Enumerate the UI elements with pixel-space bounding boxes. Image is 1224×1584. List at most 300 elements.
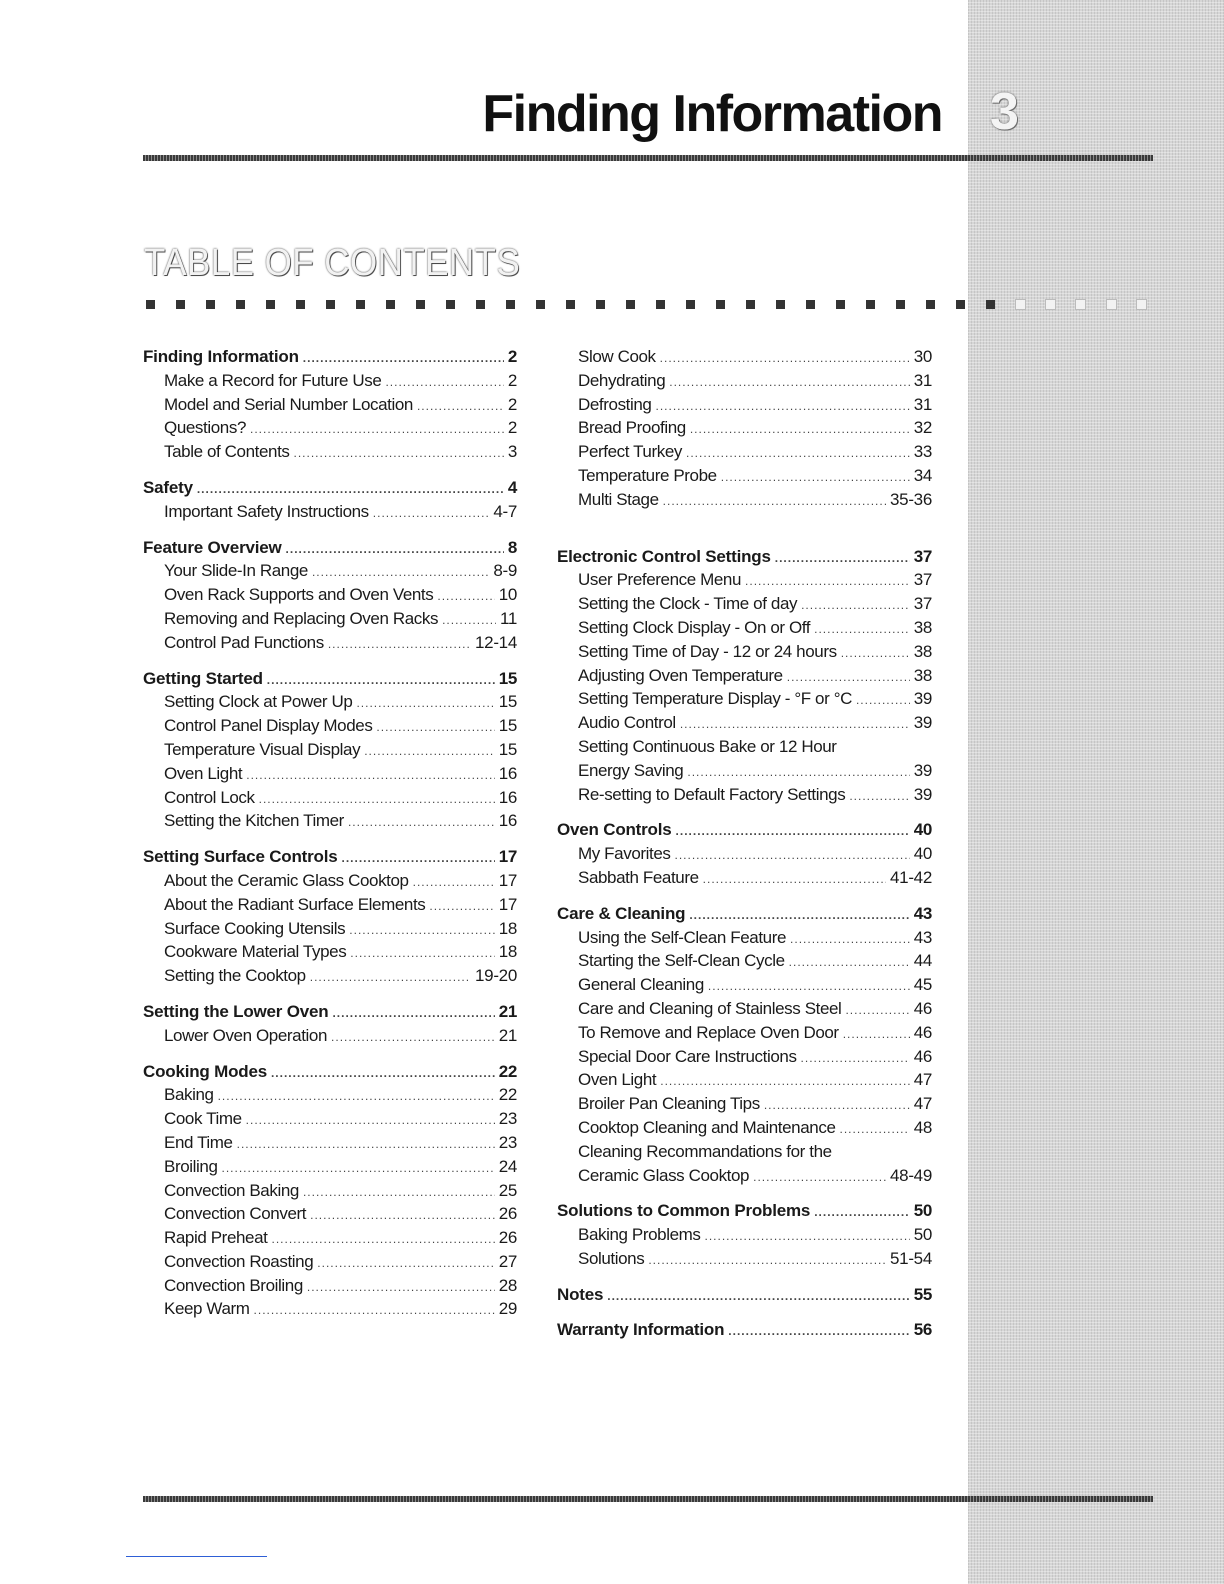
toc-entry bbox=[557, 997, 932, 1021]
toc-section-heading bbox=[143, 476, 517, 500]
dot-leader bbox=[312, 561, 489, 585]
toc-entry-title: Cookware Material Types bbox=[164, 942, 347, 962]
toc-page-number: 50 bbox=[913, 1201, 932, 1221]
dot-leader bbox=[303, 1181, 495, 1205]
dot-leader bbox=[790, 928, 910, 952]
footer-rule bbox=[143, 1496, 1153, 1502]
dot-leader bbox=[789, 951, 910, 975]
toc-section-heading bbox=[557, 902, 932, 926]
dot-leader bbox=[342, 847, 495, 871]
toc-entry bbox=[143, 416, 517, 440]
dot-leader bbox=[703, 868, 886, 892]
toc-entry-title: User Preference Menu bbox=[578, 570, 742, 590]
dot-leader bbox=[845, 999, 909, 1023]
dot-leader bbox=[271, 1228, 494, 1252]
toc-entry-title: Oven Rack Supports and Oven Vents bbox=[164, 585, 434, 605]
toc-page-number: 32 bbox=[913, 418, 932, 438]
toc-page-number: 28 bbox=[498, 1275, 517, 1295]
toc-entry bbox=[143, 1107, 517, 1131]
toc-entry bbox=[143, 500, 517, 524]
toc-section bbox=[143, 845, 517, 988]
toc-page-number: 35-36 bbox=[890, 489, 932, 509]
toc-page-number: 26 bbox=[498, 1204, 517, 1224]
dot-leader bbox=[856, 689, 910, 713]
toc-page-number: 15 bbox=[498, 716, 517, 736]
toc-section-heading bbox=[557, 1199, 932, 1223]
dot-leader bbox=[787, 666, 910, 690]
dot-leader bbox=[705, 1225, 910, 1249]
toc-page-number: 21 bbox=[498, 1025, 517, 1045]
toc-entry-title: Starting the Self-Clean Cycle bbox=[578, 951, 785, 971]
toc-entry-title: General Cleaning bbox=[578, 975, 704, 995]
toc-entry bbox=[143, 393, 517, 417]
toc-entry bbox=[557, 735, 932, 759]
toc-entry-title: Convection Baking bbox=[164, 1180, 299, 1200]
toc-page-number: 22 bbox=[498, 1061, 517, 1081]
dot-leader bbox=[660, 1070, 909, 1094]
toc-page-number: 39 bbox=[913, 713, 932, 733]
chapter-number: 3 bbox=[990, 83, 1019, 141]
toc-entry-title: End Time bbox=[164, 1132, 233, 1152]
toc-page-number: 16 bbox=[498, 763, 517, 783]
toc-entry bbox=[557, 1021, 932, 1045]
toc-entry-title: Convection Broiling bbox=[164, 1275, 303, 1295]
toc-entry bbox=[557, 1045, 932, 1069]
toc-page-number: 18 bbox=[498, 918, 517, 938]
toc-entry-title: Feature Overview bbox=[143, 537, 282, 557]
toc-section bbox=[143, 1060, 517, 1322]
dot-leader bbox=[373, 502, 490, 526]
toc-page-number: 31 bbox=[913, 394, 932, 414]
dot-leader bbox=[429, 895, 494, 919]
toc-entry-title: Setting the Lower Oven bbox=[143, 1001, 329, 1021]
toc-page-number: 2 bbox=[507, 418, 517, 438]
toc-page-number: 15 bbox=[498, 692, 517, 712]
toc-entry bbox=[557, 926, 932, 950]
toc-entry bbox=[143, 1083, 517, 1107]
dot-leader bbox=[814, 1201, 910, 1225]
dot-leader bbox=[328, 633, 471, 657]
dot-leader bbox=[801, 1047, 910, 1071]
dot-leader bbox=[655, 395, 909, 419]
dot-leader bbox=[237, 1133, 495, 1157]
toc-section bbox=[143, 345, 517, 464]
dot-leader bbox=[271, 1062, 495, 1086]
toc-page-number: 22 bbox=[498, 1085, 517, 1105]
dot-leader bbox=[841, 642, 910, 666]
toc-page-number: 17 bbox=[498, 894, 517, 914]
toc-entry bbox=[557, 973, 932, 997]
toc-entry-title: About the Ceramic Glass Cooktop bbox=[164, 870, 409, 890]
dot-leader bbox=[660, 347, 910, 371]
toc-entry-title: Care and Cleaning of Stainless Steel bbox=[578, 998, 842, 1018]
toc-entry-title: Control Pad Functions bbox=[164, 632, 324, 652]
toc-page-number: 2 bbox=[507, 394, 517, 414]
toc-entry-title: About the Radiant Surface Elements bbox=[164, 894, 426, 914]
dot-leader bbox=[814, 618, 910, 642]
toc-page-number: 17 bbox=[498, 847, 517, 867]
dot-leader bbox=[675, 844, 910, 868]
dot-leader bbox=[286, 538, 504, 562]
toc-entry-title: Dehydrating bbox=[578, 370, 666, 390]
toc-page-number: 51-54 bbox=[890, 1248, 932, 1268]
toc-section bbox=[557, 902, 932, 1188]
header-rule bbox=[143, 155, 1153, 161]
toc-page-number: 43 bbox=[913, 927, 932, 947]
toc-entry bbox=[557, 464, 932, 488]
toc-page-number: 24 bbox=[498, 1156, 517, 1176]
toc-page-number: 38 bbox=[913, 641, 932, 661]
footer-link-underline bbox=[126, 1556, 267, 1557]
toc-entry-title: Surface Cooking Utensils bbox=[164, 918, 346, 938]
toc-entry-title: Re-setting to Default Factory Settings bbox=[578, 784, 846, 804]
dot-leader bbox=[686, 442, 910, 466]
toc-entry bbox=[143, 809, 517, 833]
toc-entry bbox=[143, 893, 517, 917]
toc-entry bbox=[143, 559, 517, 583]
toc-left-column bbox=[143, 345, 517, 1333]
toc-page-number: 10 bbox=[498, 585, 517, 605]
toc-entry bbox=[143, 1297, 517, 1321]
toc-entry-title: Energy Saving bbox=[578, 760, 684, 780]
toc-entry-title: Broiler Pan Cleaning Tips bbox=[578, 1094, 760, 1114]
dot-leader bbox=[648, 1249, 886, 1273]
toc-page-number: 25 bbox=[498, 1180, 517, 1200]
toc-section bbox=[143, 536, 517, 655]
toc-entry bbox=[557, 1068, 932, 1092]
toc-entry bbox=[557, 866, 932, 890]
dot-leader bbox=[721, 466, 910, 490]
toc-entry-title: Setting Temperature Display - °F or °C bbox=[578, 689, 852, 709]
toc-entry-title: Perfect Turkey bbox=[578, 442, 682, 462]
toc-entry-title: Lower Oven Operation bbox=[164, 1025, 328, 1045]
toc-page-number: 15 bbox=[498, 739, 517, 759]
dot-leader bbox=[246, 1109, 495, 1133]
toc-entry-title: Setting Surface Controls bbox=[143, 847, 338, 867]
toc-entry bbox=[557, 592, 932, 616]
toc-entry-title: Sabbath Feature bbox=[578, 867, 699, 887]
dot-leader bbox=[307, 1276, 495, 1300]
toc-entry-title: Bread Proofing bbox=[578, 418, 686, 438]
toc-entry bbox=[143, 369, 517, 393]
side-texture-band bbox=[968, 0, 1224, 1584]
toc-entry bbox=[557, 1140, 932, 1164]
toc-entry bbox=[143, 1024, 517, 1048]
toc-entry-title: Solutions bbox=[578, 1248, 645, 1268]
toc-entry bbox=[557, 664, 932, 688]
toc-entry-title: To Remove and Replace Oven Door bbox=[578, 1022, 839, 1042]
toc-entry-title: Broiling bbox=[164, 1156, 218, 1176]
dot-leader bbox=[332, 1002, 494, 1026]
toc-page-number: 38 bbox=[913, 665, 932, 685]
toc-entry-title: Care & Cleaning bbox=[557, 903, 686, 923]
toc-entry bbox=[557, 369, 932, 393]
dot-leader bbox=[753, 1166, 886, 1190]
toc-section-heading bbox=[143, 1060, 517, 1084]
toc-page-number: 33 bbox=[913, 442, 932, 462]
toc-page-number: 46 bbox=[913, 1046, 932, 1066]
toc-entry-title: Setting Clock at Power Up bbox=[164, 692, 353, 712]
toc-section bbox=[557, 1318, 932, 1342]
toc-entry-title: Electronic Control Settings bbox=[557, 546, 771, 566]
toc-section bbox=[557, 1283, 932, 1307]
toc-right-column bbox=[557, 345, 932, 1354]
toc-entry-title: Cooking Modes bbox=[143, 1061, 267, 1081]
toc-entry-title: Setting Clock Display - On or Off bbox=[578, 617, 811, 637]
toc-section bbox=[557, 1199, 932, 1270]
toc-page-number: 21 bbox=[498, 1001, 517, 1021]
dot-leader bbox=[849, 785, 909, 809]
toc-entry-title: Control Lock bbox=[164, 787, 255, 807]
toc-page-number: 11 bbox=[499, 608, 517, 628]
toc-entry bbox=[557, 488, 932, 512]
toc-page-number: 16 bbox=[498, 787, 517, 807]
dot-leader bbox=[690, 418, 910, 442]
toc-entry-title: Baking bbox=[164, 1085, 214, 1105]
toc-page-number: 43 bbox=[913, 903, 932, 923]
toc-entry-title: Cooktop Cleaning and Maintenance bbox=[578, 1117, 836, 1137]
toc-entry bbox=[143, 690, 517, 714]
toc-section-heading bbox=[557, 818, 932, 842]
toc-entry-title: Table of Contents bbox=[164, 442, 290, 462]
dot-leader bbox=[222, 1157, 495, 1181]
toc-page-number: 46 bbox=[913, 1022, 932, 1042]
toc-entry-title: Using the Self-Clean Feature bbox=[578, 927, 787, 947]
toc-page-number: 30 bbox=[913, 347, 932, 366]
dot-leader bbox=[775, 547, 910, 571]
toc-page-number: 39 bbox=[913, 689, 932, 709]
dot-leader bbox=[254, 1299, 495, 1323]
toc-entry-title: Baking Problems bbox=[578, 1225, 701, 1245]
toc-page-number: 37 bbox=[913, 570, 932, 590]
toc-entry-title: Keep Warm bbox=[164, 1299, 250, 1319]
dot-leader bbox=[843, 1023, 910, 1047]
dot-leader bbox=[246, 764, 494, 788]
toc-page-number: 40 bbox=[913, 844, 932, 864]
toc-entry bbox=[143, 583, 517, 607]
toc-section bbox=[143, 476, 517, 524]
toc-entry-title: Audio Control bbox=[578, 713, 676, 733]
toc-page-number: 34 bbox=[913, 465, 932, 485]
dot-leader bbox=[745, 570, 910, 594]
dot-leader bbox=[801, 594, 910, 618]
toc-entry bbox=[557, 783, 932, 807]
toc-entry bbox=[143, 964, 517, 988]
toc-section-heading bbox=[143, 345, 517, 369]
toc-entry bbox=[143, 786, 517, 810]
toc-entry bbox=[557, 759, 932, 783]
toc-entry-title: Rapid Preheat bbox=[164, 1228, 268, 1248]
toc-entry-title: Removing and Replacing Oven Racks bbox=[164, 608, 439, 628]
toc-entry bbox=[143, 631, 517, 655]
toc-page-number: 47 bbox=[913, 1070, 932, 1090]
toc-entry-title: Setting the Clock - Time of day bbox=[578, 594, 798, 614]
toc-entry-title: Setting Time of Day - 12 or 24 hours bbox=[578, 641, 837, 661]
toc-page-number: 19-20 bbox=[475, 966, 517, 986]
page-header-title: Finding Information bbox=[482, 85, 942, 143]
dot-leader bbox=[348, 811, 495, 835]
toc-page-number: 23 bbox=[498, 1109, 517, 1129]
toc-entry bbox=[143, 917, 517, 941]
toc-section-heading bbox=[557, 1318, 932, 1342]
dot-leader bbox=[687, 761, 909, 785]
toc-section-heading bbox=[143, 667, 517, 691]
toc-page-number: 26 bbox=[498, 1228, 517, 1248]
toc-entry bbox=[557, 1092, 932, 1116]
toc-page-number: 48 bbox=[913, 1117, 932, 1137]
toc-page-number: 41-42 bbox=[890, 867, 932, 887]
toc-entry-title: Your Slide-In Range bbox=[164, 561, 308, 581]
toc-page-number: 4 bbox=[507, 477, 517, 497]
toc-entry-title: Adjusting Oven Temperature bbox=[578, 665, 783, 685]
toc-entry-title: Convection Convert bbox=[164, 1204, 307, 1224]
toc-entry bbox=[143, 1226, 517, 1250]
dot-leader bbox=[197, 478, 504, 502]
dot-leader bbox=[669, 371, 909, 395]
toc-entry-title: Setting Continuous Bake or 12 Hour bbox=[578, 736, 837, 756]
dot-leader bbox=[250, 418, 504, 442]
toc-entry bbox=[557, 568, 932, 592]
toc-entry-title: Cook Time bbox=[164, 1109, 242, 1129]
toc-page-number: 50 bbox=[913, 1225, 932, 1245]
toc-entry bbox=[557, 949, 932, 973]
toc-entry-title: Defrosting bbox=[578, 394, 652, 414]
toc-page-number: 4-7 bbox=[493, 501, 517, 521]
toc-page-number: 8-9 bbox=[493, 561, 517, 581]
toc-entry bbox=[143, 440, 517, 464]
toc-entry bbox=[557, 687, 932, 711]
toc-page-number: 18 bbox=[498, 942, 517, 962]
dot-leader bbox=[303, 347, 504, 371]
dot-leader bbox=[356, 692, 494, 716]
dot-leader bbox=[331, 1026, 495, 1050]
toc-entry bbox=[143, 1250, 517, 1274]
dot-leader bbox=[413, 871, 495, 895]
toc-section-heading bbox=[143, 536, 517, 560]
toc-entry-title: Oven Light bbox=[164, 763, 243, 783]
dot-leader bbox=[663, 490, 886, 514]
toc-entry-title: Slow Cook bbox=[578, 347, 656, 366]
dot-leader bbox=[385, 371, 503, 395]
toc-page-number: 39 bbox=[913, 784, 932, 804]
toc-section bbox=[143, 667, 517, 834]
dot-leader bbox=[764, 1094, 910, 1118]
toc-section bbox=[143, 1000, 517, 1048]
toc-page-number: 56 bbox=[913, 1320, 932, 1340]
toc-entry-title: Setting the Kitchen Timer bbox=[164, 811, 344, 831]
dot-leader bbox=[310, 966, 471, 990]
toc-page-number: 12-14 bbox=[475, 632, 517, 652]
toc-page-number: 3 bbox=[507, 442, 517, 462]
toc-entry bbox=[143, 1274, 517, 1298]
toc-page-number: 45 bbox=[913, 975, 932, 995]
toc-section bbox=[557, 818, 932, 889]
toc-entry-title: Control Panel Display Modes bbox=[164, 716, 373, 736]
dot-leader bbox=[437, 585, 494, 609]
toc-entry bbox=[143, 762, 517, 786]
toc-section bbox=[557, 545, 932, 807]
toc-entry bbox=[143, 1202, 517, 1226]
toc-entry-title: Temperature Visual Display bbox=[164, 739, 361, 759]
toc-page-number: 40 bbox=[913, 820, 932, 840]
toc-page-number: 44 bbox=[913, 951, 932, 971]
toc-page-number: 37 bbox=[913, 594, 932, 614]
toc-entry bbox=[143, 1155, 517, 1179]
toc-entry-title: Setting the Cooktop bbox=[164, 966, 306, 986]
dot-leader bbox=[267, 669, 495, 693]
toc-entry bbox=[143, 714, 517, 738]
toc-entry-title: Cleaning Recommandations for the bbox=[578, 1141, 832, 1161]
toc-entry-title: Solutions to Common Problems bbox=[557, 1201, 811, 1221]
toc-page-number: 47 bbox=[913, 1094, 932, 1114]
toc-entry-title: Model and Serial Number Location bbox=[164, 394, 413, 414]
toc-page-number: 15 bbox=[498, 668, 517, 688]
toc-page-number: 27 bbox=[498, 1251, 517, 1271]
toc-entry bbox=[557, 1116, 932, 1140]
toc-entry-title: Temperature Probe bbox=[578, 465, 717, 485]
toc-entry bbox=[557, 1247, 932, 1271]
toc-entry bbox=[143, 738, 517, 762]
toc-entry-title: Getting Started bbox=[143, 668, 263, 688]
toc-page-number: 37 bbox=[913, 546, 932, 566]
toc-page-number: 17 bbox=[498, 870, 517, 890]
toc-entry-title: Notes bbox=[557, 1284, 604, 1304]
toc-entry-title: Convection Roasting bbox=[164, 1251, 314, 1271]
toc-entry-title: Multi Stage bbox=[578, 489, 659, 509]
dot-leader bbox=[840, 1118, 910, 1142]
toc-title: TABLE OF CONTENTS bbox=[144, 242, 521, 284]
toc-page-number: 23 bbox=[498, 1132, 517, 1152]
toc-entry bbox=[557, 1223, 932, 1247]
dot-leader bbox=[728, 1320, 909, 1344]
dot-leader bbox=[676, 820, 910, 844]
toc-entry bbox=[557, 1164, 932, 1188]
toc-entry-title: Ceramic Glass Cooktop bbox=[578, 1165, 750, 1185]
dot-leader bbox=[349, 919, 494, 943]
dot-leader bbox=[218, 1085, 495, 1109]
toc-entry-title: Safety bbox=[143, 477, 193, 497]
dot-leader bbox=[364, 740, 494, 764]
dot-leader bbox=[708, 975, 910, 999]
toc-section-heading bbox=[557, 1283, 932, 1307]
dot-leader bbox=[350, 942, 494, 966]
toc-page-number: 16 bbox=[498, 811, 517, 831]
toc-entry-title: Warranty Information bbox=[557, 1320, 725, 1340]
dot-leader bbox=[607, 1285, 909, 1309]
toc-entry-title: Special Door Care Instructions bbox=[578, 1046, 797, 1066]
toc-entry bbox=[557, 345, 932, 369]
toc-section-heading bbox=[557, 545, 932, 569]
toc-entry-title: Finding Information bbox=[143, 347, 299, 366]
toc-page-number: 2 bbox=[507, 347, 517, 366]
toc-entry bbox=[143, 940, 517, 964]
toc-entry bbox=[557, 440, 932, 464]
toc-section-heading bbox=[143, 845, 517, 869]
toc-page-number: 2 bbox=[507, 370, 517, 390]
toc-entry bbox=[143, 869, 517, 893]
toc-entry bbox=[143, 607, 517, 631]
toc-entry-title: My Favorites bbox=[578, 844, 671, 864]
toc-page-number: 8 bbox=[507, 537, 517, 557]
toc-page-number: 31 bbox=[913, 370, 932, 390]
dot-leader bbox=[417, 395, 504, 419]
dot-leader bbox=[310, 1204, 495, 1228]
toc-entry bbox=[557, 711, 932, 735]
toc-page-number: 29 bbox=[498, 1299, 517, 1319]
toc-page-number: 46 bbox=[913, 998, 932, 1018]
toc-page-number: 48-49 bbox=[890, 1165, 932, 1185]
toc-section-heading bbox=[143, 1000, 517, 1024]
